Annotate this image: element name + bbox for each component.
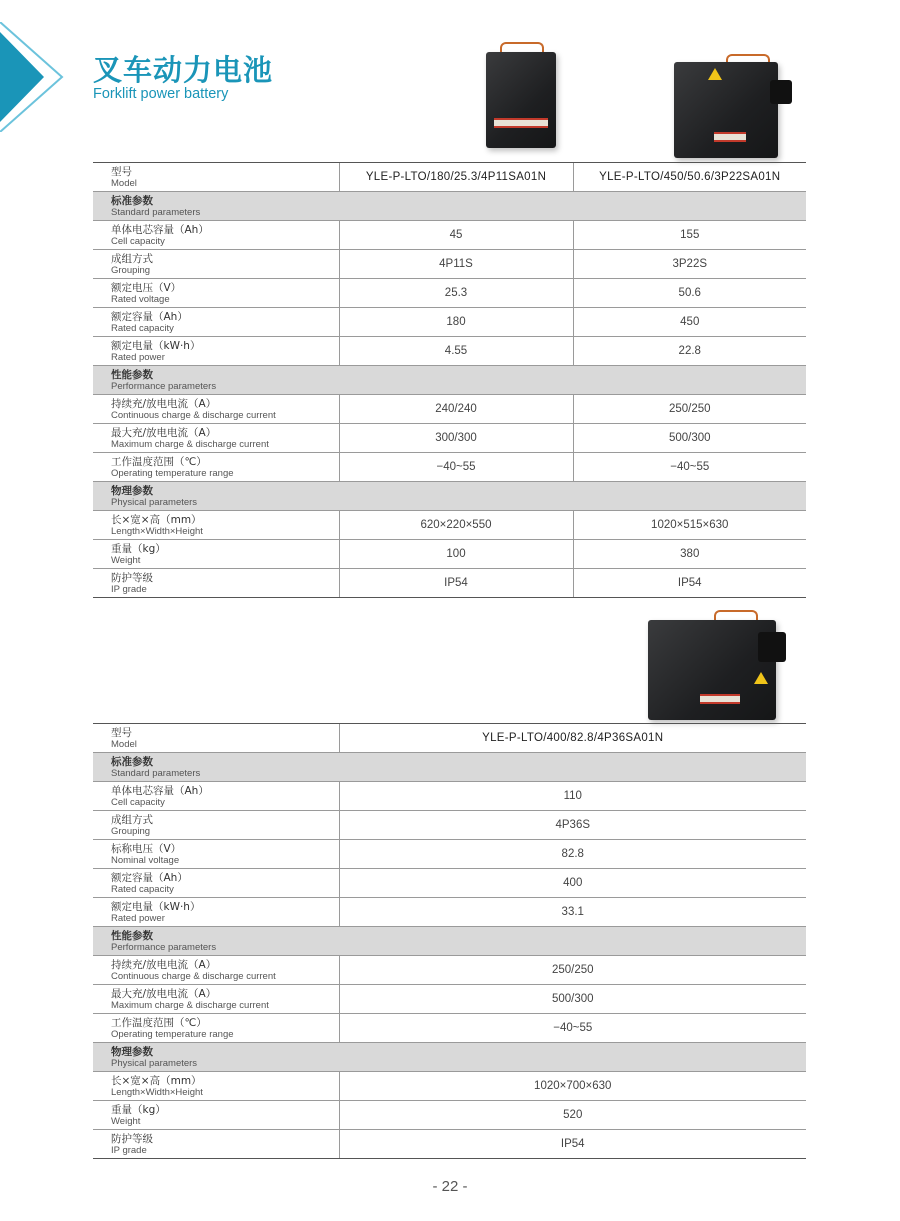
param-label bbox=[93, 985, 339, 1014]
table-row bbox=[93, 1072, 806, 1101]
param-value: 155 bbox=[573, 221, 806, 250]
param-label bbox=[93, 1130, 339, 1159]
battery-image-3 bbox=[640, 606, 796, 724]
row-label-cn: 物理参数 bbox=[111, 484, 153, 497]
row-label-en: Rated power bbox=[111, 351, 165, 363]
param-value: 4P11S bbox=[339, 250, 573, 279]
row-label-cn: 额定电压（V） bbox=[111, 281, 182, 294]
param-value: 3P22S bbox=[573, 250, 806, 279]
param-value: 4P36S bbox=[339, 811, 806, 840]
row-label-cn: 成组方式 bbox=[111, 252, 153, 265]
param-label bbox=[93, 956, 339, 985]
param-label bbox=[93, 279, 339, 308]
row-label-cn: 防护等级 bbox=[111, 571, 153, 584]
table-row bbox=[93, 782, 806, 811]
row-label-en: Standard parameters bbox=[111, 206, 201, 218]
param-value: 180 bbox=[339, 308, 573, 337]
param-label bbox=[93, 1072, 339, 1101]
param-value: 33.1 bbox=[339, 898, 806, 927]
row-label-cn: 最大充/放电电流（A） bbox=[111, 426, 217, 439]
model-name: YLE-P-LTO/180/25.3/4P11SA01N bbox=[339, 163, 573, 192]
row-label-en: Grouping bbox=[111, 264, 151, 276]
row-label-cn: 标准参数 bbox=[111, 194, 153, 207]
row-label-cn: 性能参数 bbox=[111, 368, 153, 381]
section-header-row bbox=[93, 192, 806, 221]
row-label-en: Physical parameters bbox=[111, 496, 198, 508]
param-value: 500/300 bbox=[339, 985, 806, 1014]
param-value: IP54 bbox=[573, 569, 806, 598]
row-label-cn: 额定电量（kW·h） bbox=[111, 339, 201, 352]
param-label bbox=[93, 540, 339, 569]
row-label-cn: 重量（kg） bbox=[111, 542, 166, 555]
param-value: 1020×515×630 bbox=[573, 511, 806, 540]
row-label-en: Continuous charge & discharge current bbox=[111, 970, 276, 982]
param-label bbox=[93, 395, 339, 424]
row-label-cn: 型号 bbox=[111, 726, 132, 739]
section-title bbox=[93, 482, 806, 511]
row-label-en: Operating temperature range bbox=[111, 1028, 234, 1040]
spec-table-1 bbox=[93, 162, 806, 598]
table-row bbox=[93, 511, 806, 540]
row-label-en: Standard parameters bbox=[111, 767, 201, 779]
table-row bbox=[93, 308, 806, 337]
table-row bbox=[93, 221, 806, 250]
row-label-cn: 防护等级 bbox=[111, 1132, 153, 1145]
param-value: 620×220×550 bbox=[339, 511, 573, 540]
row-label-en: Weight bbox=[111, 554, 141, 566]
param-value: IP54 bbox=[339, 569, 573, 598]
table-row bbox=[93, 453, 806, 482]
param-value: 100 bbox=[339, 540, 573, 569]
corner-arrow-decoration bbox=[0, 22, 70, 132]
section-title bbox=[93, 192, 806, 221]
row-label-en: Rated capacity bbox=[111, 883, 174, 895]
table-row bbox=[93, 337, 806, 366]
param-value: 240/240 bbox=[339, 395, 573, 424]
table-row bbox=[93, 395, 806, 424]
model-row bbox=[93, 724, 806, 753]
param-label bbox=[93, 337, 339, 366]
param-label bbox=[93, 250, 339, 279]
row-label-cn: 单体电芯容量（Ah） bbox=[111, 223, 209, 236]
row-label-en: Model bbox=[111, 738, 137, 750]
param-value: −40~55 bbox=[339, 453, 573, 482]
row-label-en: Operating temperature range bbox=[111, 467, 234, 479]
section-header-row bbox=[93, 927, 806, 956]
row-label-cn: 长×宽×高（mm） bbox=[111, 1074, 202, 1087]
row-label-cn: 持续充/放电电流（A） bbox=[111, 958, 217, 971]
model-row bbox=[93, 163, 806, 192]
param-label bbox=[93, 1101, 339, 1130]
row-label-en: Maximum charge & discharge current bbox=[111, 999, 269, 1011]
table-row bbox=[93, 840, 806, 869]
page-number: - 22 - bbox=[432, 1178, 468, 1195]
row-label-cn: 额定电量（kW·h） bbox=[111, 900, 201, 913]
row-label-en: Rated voltage bbox=[111, 293, 170, 305]
row-label-en: Cell capacity bbox=[111, 796, 165, 808]
section-title bbox=[93, 927, 806, 956]
row-label-en: IP grade bbox=[111, 1144, 147, 1156]
battery-image-1 bbox=[482, 38, 562, 150]
param-label bbox=[93, 569, 339, 598]
param-label bbox=[93, 308, 339, 337]
param-value: 300/300 bbox=[339, 424, 573, 453]
param-value: 4.55 bbox=[339, 337, 573, 366]
row-label-en: Length×Width×Height bbox=[111, 1086, 203, 1098]
table-row bbox=[93, 811, 806, 840]
param-value: 250/250 bbox=[339, 956, 806, 985]
param-label bbox=[93, 840, 339, 869]
row-label-en: Nominal voltage bbox=[111, 854, 180, 866]
param-value: 500/300 bbox=[573, 424, 806, 453]
section-header-row bbox=[93, 1043, 806, 1072]
row-label-en: IP grade bbox=[111, 583, 147, 595]
row-label-en: Weight bbox=[111, 1115, 141, 1127]
param-value: 45 bbox=[339, 221, 573, 250]
param-value: 110 bbox=[339, 782, 806, 811]
row-label-cn: 重量（kg） bbox=[111, 1103, 166, 1116]
row-label-cn: 工作温度范围（℃） bbox=[111, 1016, 207, 1029]
param-value: 250/250 bbox=[573, 395, 806, 424]
row-label-en: Model bbox=[111, 177, 137, 189]
section-header-row bbox=[93, 366, 806, 395]
table-row bbox=[93, 985, 806, 1014]
row-label-en: Rated capacity bbox=[111, 322, 174, 334]
row-label-cn: 长×宽×高（mm） bbox=[111, 513, 202, 526]
row-label-cn: 持续充/放电电流（A） bbox=[111, 397, 217, 410]
param-value: 1020×700×630 bbox=[339, 1072, 806, 1101]
section-title bbox=[93, 753, 806, 782]
row-label-cn: 成组方式 bbox=[111, 813, 153, 826]
section-header-row bbox=[93, 753, 806, 782]
row-label-cn: 工作温度范围（℃） bbox=[111, 455, 207, 468]
table-row bbox=[93, 279, 806, 308]
row-label-en: Length×Width×Height bbox=[111, 525, 203, 537]
param-value: IP54 bbox=[339, 1130, 806, 1159]
table-row bbox=[93, 569, 806, 598]
section-title bbox=[93, 1043, 806, 1072]
section-title bbox=[93, 366, 806, 395]
table-row bbox=[93, 424, 806, 453]
param-label bbox=[93, 221, 339, 250]
param-value: 400 bbox=[339, 869, 806, 898]
row-label-cn: 性能参数 bbox=[111, 929, 153, 942]
row-label-cn: 物理参数 bbox=[111, 1045, 153, 1058]
param-value: −40~55 bbox=[339, 1014, 806, 1043]
row-label-en: Physical parameters bbox=[111, 1057, 198, 1069]
param-value: −40~55 bbox=[573, 453, 806, 482]
table-row bbox=[93, 898, 806, 927]
page-title: 叉车动力电池 bbox=[93, 53, 274, 87]
param-label bbox=[93, 1014, 339, 1043]
table-row bbox=[93, 1101, 806, 1130]
param-label bbox=[93, 424, 339, 453]
model-name: YLE-P-LTO/400/82.8/4P36SA01N bbox=[339, 724, 806, 753]
param-value: 82.8 bbox=[339, 840, 806, 869]
model-label bbox=[93, 163, 339, 192]
row-label-cn: 最大充/放电电流（A） bbox=[111, 987, 217, 1000]
param-value: 380 bbox=[573, 540, 806, 569]
row-label-cn: 型号 bbox=[111, 165, 132, 178]
row-label-en: Maximum charge & discharge current bbox=[111, 438, 269, 450]
table-row bbox=[93, 1130, 806, 1159]
param-value: 25.3 bbox=[339, 279, 573, 308]
row-label-en: Performance parameters bbox=[111, 941, 217, 953]
row-label-cn: 额定容量（Ah） bbox=[111, 871, 188, 884]
spec-table-2 bbox=[93, 723, 806, 1159]
param-value: 450 bbox=[573, 308, 806, 337]
param-value: 22.8 bbox=[573, 337, 806, 366]
row-label-cn: 标准参数 bbox=[111, 755, 153, 768]
table-row bbox=[93, 540, 806, 569]
page-subtitle: Forklift power battery bbox=[93, 86, 229, 102]
row-label-en: Cell capacity bbox=[111, 235, 165, 247]
row-label-en: Performance parameters bbox=[111, 380, 217, 392]
param-label bbox=[93, 898, 339, 927]
row-label-cn: 额定容量（Ah） bbox=[111, 310, 188, 323]
param-value: 50.6 bbox=[573, 279, 806, 308]
row-label-en: Continuous charge & discharge current bbox=[111, 409, 276, 421]
param-label bbox=[93, 869, 339, 898]
param-label bbox=[93, 511, 339, 540]
model-name: YLE-P-LTO/450/50.6/3P22SA01N bbox=[573, 163, 806, 192]
row-label-en: Grouping bbox=[111, 825, 151, 837]
table-row bbox=[93, 250, 806, 279]
row-label-en: Rated power bbox=[111, 912, 165, 924]
param-label bbox=[93, 811, 339, 840]
table-row bbox=[93, 1014, 806, 1043]
row-label-cn: 标称电压（V） bbox=[111, 842, 182, 855]
param-label bbox=[93, 453, 339, 482]
row-label-cn: 单体电芯容量（Ah） bbox=[111, 784, 209, 797]
param-label bbox=[93, 782, 339, 811]
section-header-row bbox=[93, 482, 806, 511]
table-row bbox=[93, 956, 806, 985]
param-value: 520 bbox=[339, 1101, 806, 1130]
battery-image-2 bbox=[668, 48, 800, 160]
model-label bbox=[93, 724, 339, 753]
table-row bbox=[93, 869, 806, 898]
